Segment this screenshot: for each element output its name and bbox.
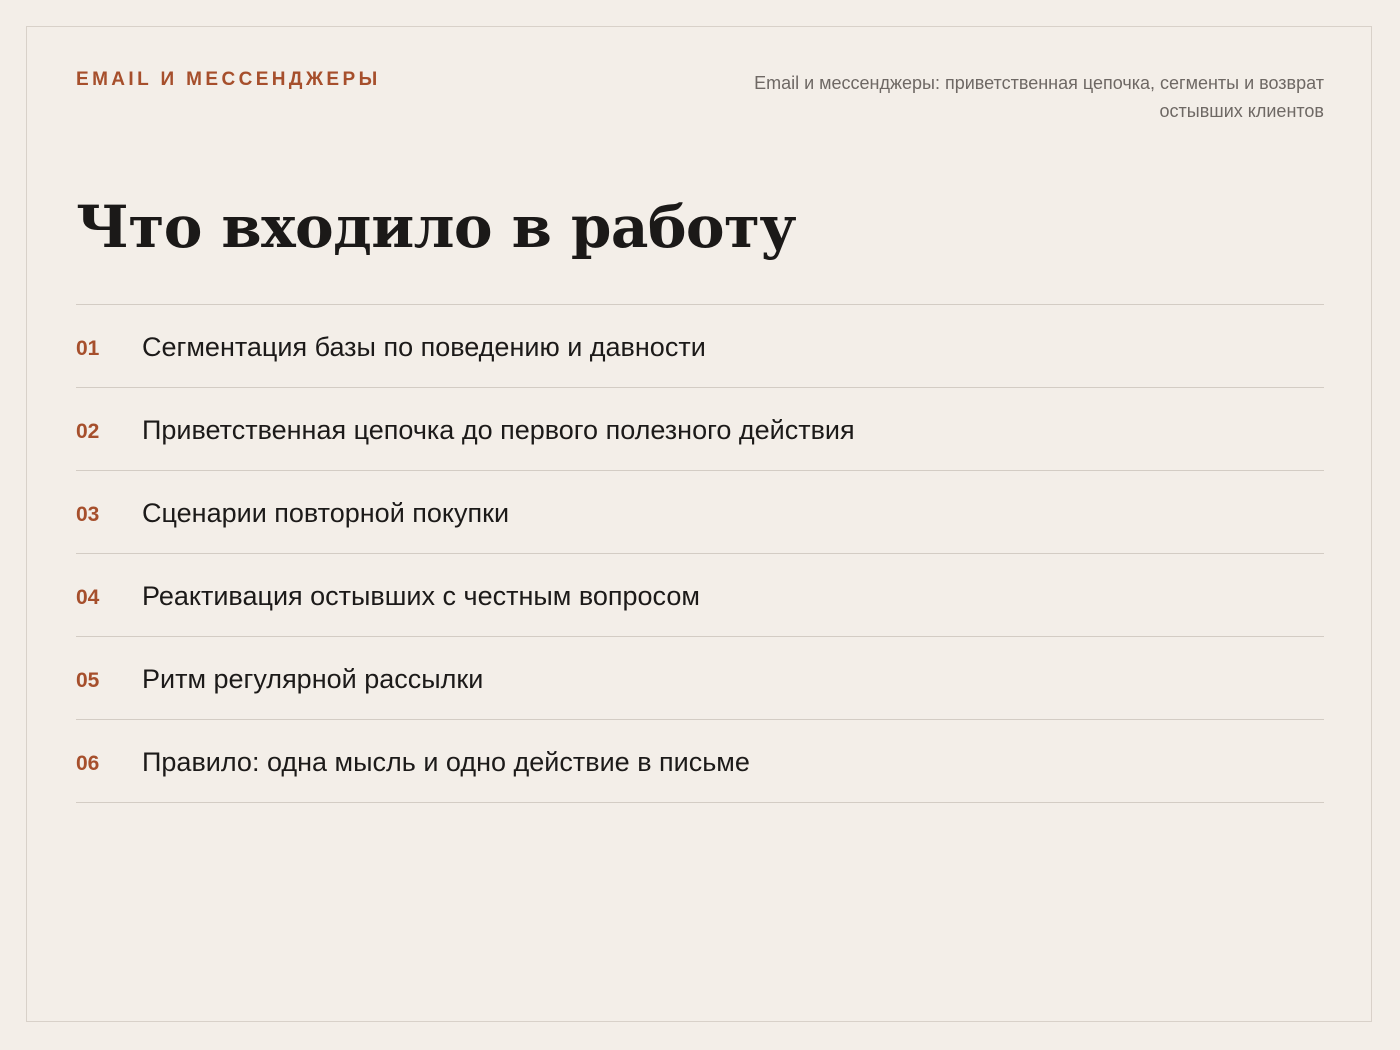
item-text: Приветственная цепочка до первого полезного действия (142, 415, 855, 445)
section-kicker: EMAIL И МЕССЕНДЖЕРЫ (76, 69, 381, 90)
page-title: Что входило в работу (76, 193, 796, 261)
item-number: 05 (76, 669, 100, 692)
work-items-list (76, 304, 1324, 803)
list-item (76, 720, 1324, 803)
list-item (76, 554, 1324, 637)
item-text: Ритм регулярной рассылки (142, 664, 484, 694)
item-number: 02 (76, 420, 100, 443)
page-header (76, 68, 1324, 138)
list-item (76, 305, 1324, 388)
item-text: Реактивация остывших с честным вопросом (142, 581, 700, 611)
item-number: 01 (76, 337, 100, 360)
page-summary: Email и мессенджеры: приветственная цепочка, сегменты и возврат остывших клиентов (754, 73, 1324, 121)
list-item (76, 388, 1324, 471)
item-number: 06 (76, 752, 100, 775)
item-text: Сегментация базы по поведению и давности (142, 332, 706, 362)
list-item (76, 471, 1324, 554)
item-number: 04 (76, 586, 100, 609)
item-text: Сценарии повторной покупки (142, 498, 510, 528)
item-number: 03 (76, 503, 100, 526)
list-item (76, 637, 1324, 720)
item-text: Правило: одна мысль и одно действие в письме (142, 747, 750, 777)
